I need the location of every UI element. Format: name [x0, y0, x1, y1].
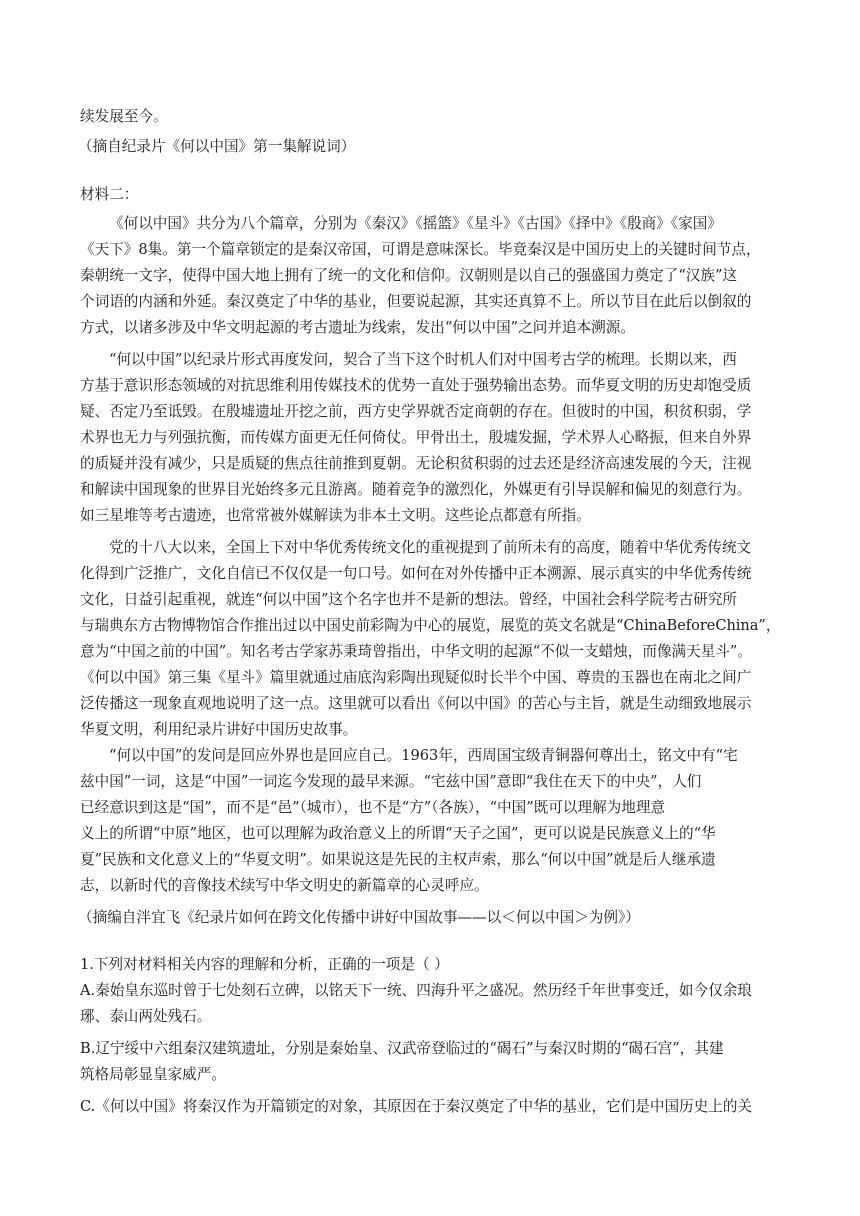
text-line: 方式，以诸多涉及中华文明起源的考古遗址为线索，发出“何以中国”之问并追本溯源。	[80, 319, 635, 336]
text-line: 个词语的内涵和外延。秦汉奠定了中华的基业，但要说起源，其实还真算不上。所以节目在此后以倒叙的	[80, 293, 752, 310]
text-line: “何以中国”的发问是回应外界也是回应自己。1963年，西周国宝级青铜器何尊出土，铭文中有“宅	[109, 747, 738, 764]
text-line: 志，以新时代的音像技术续写中华文明史的新篇章的心灵呼应。	[80, 877, 489, 894]
text-line: “何以中国”以纪录片形式再度发问，契合了当下这个时机人们对中国考古学的梳理。长期以来，西	[109, 351, 737, 368]
text-line: 《何以中国》第三集《星斗》篇里就通过庙底沟彩陶出现疑似时长半个中国、尊贵的玉器也在南北之间广	[80, 669, 752, 686]
text-line: 《何以中国》共分为八个篇章，分别为《秦汉》《摇篮》《星斗》《古国》《择中》《殷商》《家国》	[109, 215, 722, 232]
text-line: 与瑞典东方古物博物馆合作推出过以中国史前彩陶为中心的展览，展览的英文名就是“ChinaBeforeChina”，	[80, 617, 781, 634]
text-line: 华夏文明，利用纪录片讲好中国历史故事。	[80, 721, 358, 738]
text-line: 意为“中国之前的中国”。知名考古学家苏秉琦曾指出，中华文明的起源“不似一支蜡烛，而像满天星斗”。	[80, 643, 752, 660]
text-line: 方基于意识形态领域的对抗思维利用传媒技术的优势一直处于强势输出态势。而华夏文明的历史却饱受质	[80, 377, 752, 394]
text-line: 疑、否定乃至诋毁。在殷墟遗址开挖之前，西方史学界就否定商朝的存在。但彼时的中国，积贫积弱，学	[80, 403, 752, 420]
text-line: 续发展至今。	[80, 108, 168, 125]
text-line: （摘编自泮宜飞《纪录片如何在跨文化传播中讲好中国故事——以＜何以中国＞为例》）	[78, 909, 640, 926]
text-line: 文化，日益引起重视，就连“何以中国”这个名字也并不是新的想法。曾经，中国社会科学院考古研究所	[80, 591, 738, 608]
text-line: 泛传播这一现象直观地说明了这一点。这里就可以看出《何以中国》的苦心与主旨，就是生动细致地展示	[80, 695, 752, 712]
text-line: 已经意识到这是“国”，而不是“邑”（城市），也不是“方”（各族），“中国”既可以理解为地理意	[80, 799, 666, 816]
text-line: （摘自纪录片《何以中国》第一集解说词）	[78, 138, 356, 155]
text-line: 《天下》8集。第一个篇章锁定的是秦汉帝国，可谓是意味深长。毕竟秦汉是中国历史上的关键时间节点，	[80, 241, 761, 258]
text-line: 兹中国”一词，这是“中国”一词迄今发现的最早来源。“宅兹中国”意即“我住在天下的中央”，人们	[80, 773, 702, 790]
text-line: A.秦始皇东巡时曾于七处刻石立碑，以铭天下一统、四海升平之盛况。然历经千年世事变迁，如今仅余琅	[80, 982, 752, 999]
text-line: 的质疑并没有减少，只是质疑的焦点往前推到夏朝。无论积贫积弱的过去还是经济高速发展的今天，注视	[80, 455, 752, 472]
text-line: 术界也无力与列强抗衡，而传媒方面更无任何倚仗。甲骨出土，殷墟发掘，学术界人心略振，但来自外界	[80, 429, 752, 446]
text-line: 党的十八大以来，全国上下对中华优秀传统文化的重视提到了前所未有的高度，随着中华优秀传统文	[109, 539, 752, 556]
text-line: 化得到广泛推广，文化自信已不仅仅是一句口号。如何在对外传播中正本溯源、展示真实的中华优秀传统	[80, 565, 752, 582]
text-line: 秦朝统一文字，使得中国大地上拥有了统一的文化和信仰。汉朝则是以自己的强盛国力奠定了“汉族”这	[80, 267, 738, 284]
text-line: 和解读中国现象的世界目光始终多元且游离。随着竞争的激烈化，外媒更有引导误解和偏见的刻意行为。	[80, 481, 752, 498]
text-line: 琊、泰山两处残石。	[80, 1008, 212, 1025]
text-line: 材料二：	[80, 186, 139, 203]
text-line: 1.下列对材料相关内容的理解和分析，正确的一项是（ ）	[80, 956, 449, 973]
text-line: 如三星堆等考古遗迹，也常常被外媒解读为非本土文明。这些论点都意有所指。	[80, 507, 591, 524]
text-line: B.辽宁绥中六组秦汉建筑遗址，分别是秦始皇、汉武帝登临过的“碣石”与秦汉时期的“碣石宫”，其建	[80, 1040, 724, 1057]
text-line: C.《何以中国》将秦汉作为开篇锁定的对象，其原因在于秦汉奠定了中华的基业，它们是中国历史上的关	[80, 1098, 753, 1115]
text-line: 义上的所谓“中原”地区，也可以理解为政治意义上的所谓“天子之国”，更可以说是民族意义上的“华	[80, 825, 716, 842]
text-line: 夏”民族和文化意义上的“华夏文明”。如果说这是先民的主权声索，那么“何以中国”就是后人继承遗	[80, 851, 716, 868]
text-line: 筑格局彰显皇家威严。	[80, 1066, 226, 1083]
